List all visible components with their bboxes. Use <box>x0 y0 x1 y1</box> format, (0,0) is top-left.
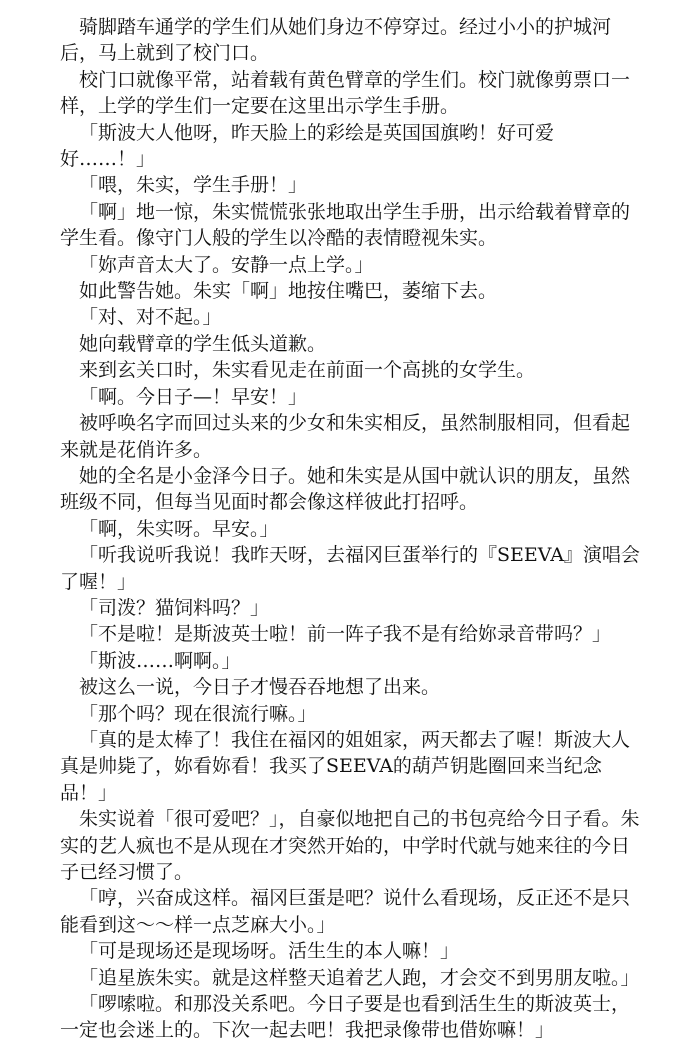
paragraph: 她向载臂章的学生低头道歉。 <box>79 332 327 355</box>
paragraph: 她的全名是小金泽今日子。她和朱实是从国中就认识的朋友，虽然班级不同，但每当见面时都会像这样彼此打招呼。 <box>60 464 631 514</box>
paragraph: 「对、对不起。」 <box>79 306 222 329</box>
paragraph: 「追星族朱实。就是这样整天追着艺人跑，才会交不到男朋友啦。」 <box>79 966 640 989</box>
paragraph: 来到玄关口时，朱实看见走在前面一个高挑的女学生。 <box>79 359 536 382</box>
paragraph: 被这么一说，今日子才慢吞吞地想了出来。 <box>79 676 441 699</box>
paragraph: 骑脚踏车通学的学生们从她们身边不停穿过。经过小小的护城河后，马上就到了校门口。 <box>60 16 612 65</box>
paragraph: 「喂，朱实，学生手册！」 <box>79 174 308 197</box>
paragraph: 「啊」地一惊，朱实慌慌张张地取出学生手册，出示给载着臂章的学生看。像守门人般的学生以冷酷的表情瞪视朱实。 <box>60 200 631 250</box>
novel-page <box>60 14 640 1044</box>
paragraph: 「斯波……啊啊。」 <box>79 649 241 672</box>
paragraph: 「哼，兴奋成这样。福冈巨蛋是吧？说什么看现场，反正还不是只能看到这～～样一点芝麻大小。」 <box>60 887 631 936</box>
paragraph: 如此警告她。朱实「啊」地按住嘴巴，萎缩下去。 <box>79 280 498 303</box>
paragraph: 「啊，朱实呀。早安。」 <box>79 517 279 540</box>
paragraph: 「真的是太棒了！我住在福冈的姐姐家，两天都去了喔！斯波大人真是帅毙了，妳看妳看！我买了SEEVA的葫芦钥匙圈回来当纪念品！」 <box>60 728 631 804</box>
paragraph: 「斯波大人他呀，昨天脸上的彩绘是英国国旗哟！好可爱 好……！」 <box>60 121 555 171</box>
paragraph: 校门口就像平常，站着载有黄色臂章的学生们。校门就像剪票口一样，上学的学生们一定要在这里出示学生手册。 <box>60 68 631 118</box>
paragraph: 「啰嗦啦。和那没关系吧。今日子要是也看到活生生的斯波英士，一定也会迷上的。下次一起去吧！我把录像带也借妳嘛！」 <box>60 993 631 1042</box>
paragraph: 「妳声音太大了。安静一点上学。」 <box>79 253 374 276</box>
paragraph: 「司泼？猫饲料吗？」 <box>79 596 270 619</box>
paragraph: 「不是啦！是斯波英士啦！前一阵子我不是有给妳录音带吗？」 <box>79 623 612 646</box>
paragraph: 「啊。今日子—！早安！」 <box>79 385 308 408</box>
paragraph: 朱实说着「很可爱吧？」，自豪似地把自己的书包亮给今日子看。朱实的艺人疯也不是从现在才突然开始的，中学时代就与她来往的今日子已经习惯了。 <box>60 808 640 883</box>
paragraph: 「听我说听我说！我昨天呀，去福冈巨蛋举行的『SEEVA』演唱会了喔！」 <box>60 544 640 593</box>
paragraph: 「可是现场还是现场呀。活生生的本人嘛！」 <box>79 940 460 963</box>
paragraph: 被呼唤名字而回过头来的少女和朱实相反，虽然制服相同，但看起来就是花俏许多。 <box>60 412 631 461</box>
paragraph: 「那个吗？现在很流行嘛。」 <box>79 702 317 725</box>
